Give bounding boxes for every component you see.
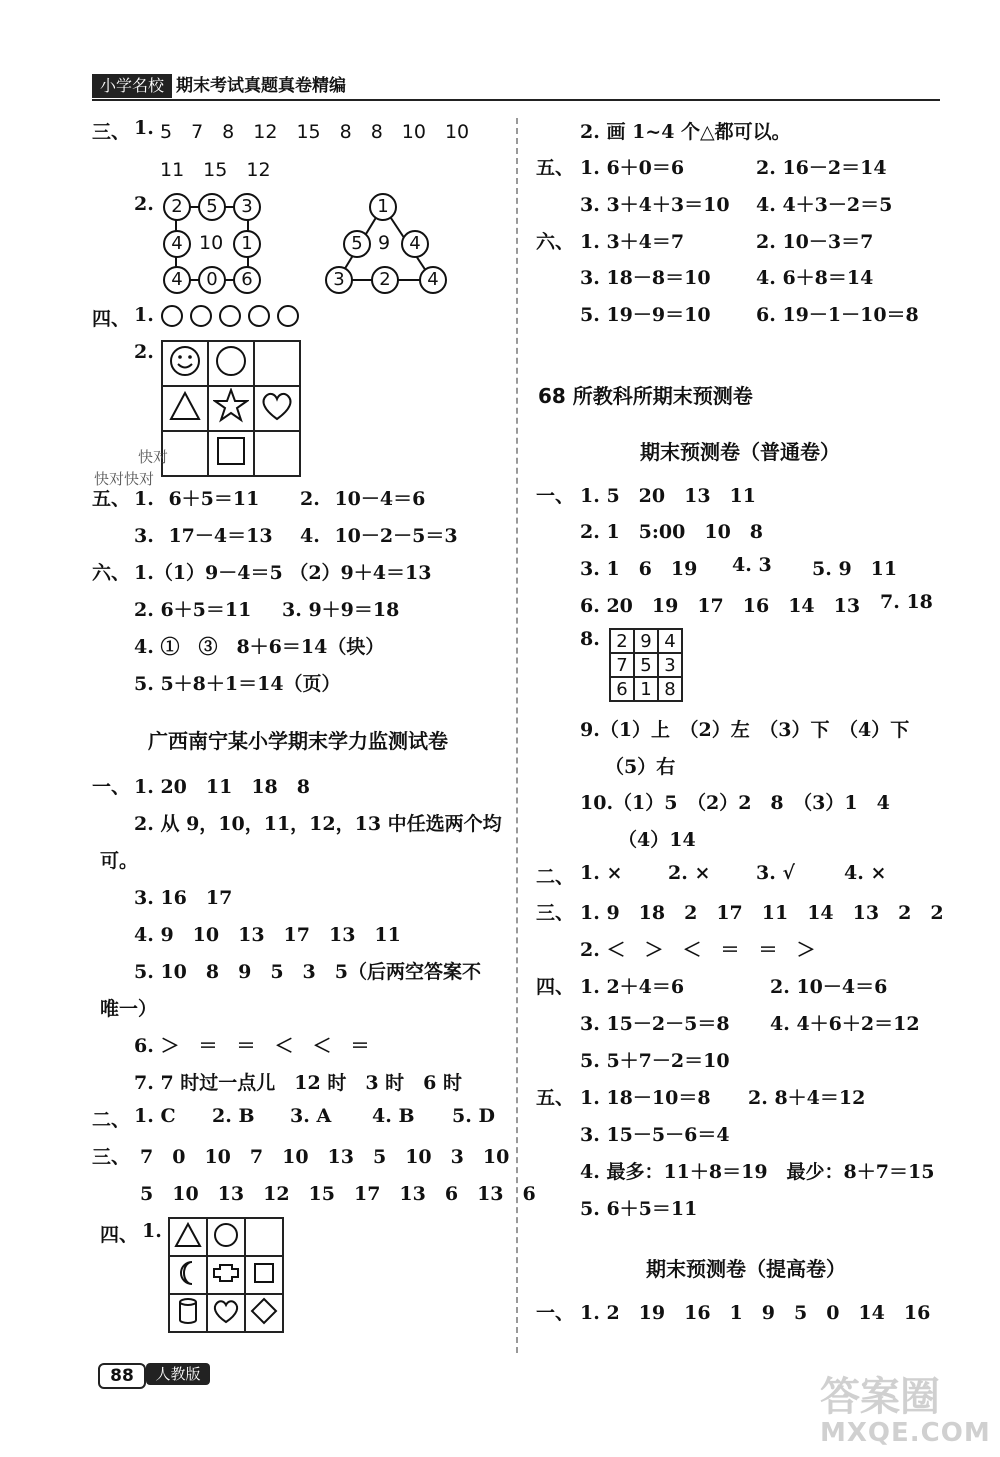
answer-line: 6. 20 19 17 16 14 13 (580, 595, 861, 617)
column-divider (516, 118, 518, 1353)
answer-line: 4. 6＋8＝14 (756, 267, 874, 289)
answer-line: 1. 9 18 2 17 11 14 13 2 2 (580, 902, 944, 924)
answer-line: 5 7 8 12 15 8 8 10 10 (160, 121, 470, 143)
answer-line: 5 10 13 12 15 17 13 6 13 6 (140, 1183, 536, 1205)
cross-icon (207, 1256, 245, 1294)
empty-cell (162, 431, 208, 476)
circle-number: 1 (233, 230, 261, 258)
smiley-icon (162, 341, 208, 386)
section-label: 四、 (536, 976, 575, 998)
answer-line: 10.（1）5 （2）2 8 （3）1 4 (580, 792, 890, 814)
circle-icon (190, 305, 212, 327)
grid-cell: 8 (658, 677, 682, 701)
answer-line: 5. 9 11 (812, 558, 898, 580)
grid-cell: 4 (658, 629, 682, 653)
square-icon (245, 1256, 283, 1294)
shape-grid (168, 1217, 284, 1333)
question-number: 1. (142, 1220, 162, 1242)
magic-square-grid (609, 628, 683, 702)
answer-line: 3. A (290, 1105, 332, 1127)
answer-line: 1. 3＋4＝7 (580, 231, 685, 253)
question-number: 1. (134, 117, 154, 139)
answer-line: 2. B (212, 1105, 255, 1127)
circle-icon (248, 305, 270, 327)
answer-line: 9.（1）上 （2）左 （3）下 （4）下 (580, 719, 910, 741)
answer-line: 5. D (452, 1105, 495, 1127)
circle-icon (161, 305, 183, 327)
empty-cell (254, 431, 300, 476)
diamond-icon (245, 1294, 283, 1332)
answer-line: 2. 16－2＝14 (756, 157, 887, 179)
section-label: 一、 (92, 776, 131, 798)
square-icon (208, 431, 254, 476)
answer-line: 唯一） (100, 998, 158, 1020)
answer-line: 可。 (100, 850, 139, 872)
answer-line: （4）14 (618, 829, 696, 851)
section-label: 五、 (92, 488, 131, 510)
section-label: 一、 (536, 1302, 575, 1324)
shape-grid (161, 340, 301, 477)
stamp-text: 快对快对 (94, 470, 155, 488)
section-label: 六、 (536, 231, 575, 253)
triangle-icon (162, 386, 208, 431)
answer-line: 3. 9＋9＝18 (282, 599, 400, 621)
circle-number: 5 (343, 230, 371, 258)
answer-line: 3. 17－4＝13 (134, 525, 273, 547)
page-number: 88 (98, 1363, 146, 1389)
grid-cell: 7 (610, 653, 634, 677)
grid-cell: 9 (634, 629, 658, 653)
answer-line: 1. 6＋5＝11 (134, 488, 260, 510)
circle-number: 4 (419, 266, 447, 294)
grid-cell: 2 (610, 629, 634, 653)
circle-number: 0 (198, 266, 226, 294)
answer-line: 1. C (134, 1105, 176, 1127)
grid-cell: 5 (634, 653, 658, 677)
question-number: 1. (134, 304, 154, 326)
header-title: 期末考试真题真卷精编 (176, 76, 346, 96)
answer-line: 2. 6＋5＝11 (134, 599, 252, 621)
answer-line: 1. 20 11 18 8 (134, 776, 310, 798)
heart-icon (254, 386, 300, 431)
circle-number: 2 (371, 266, 399, 294)
circle-number: 4 (163, 266, 191, 294)
answer-line: 3. 15－5－6＝4 (580, 1124, 730, 1146)
answer-line: 1. 5 20 13 11 (580, 485, 756, 507)
section-label: 三、 (92, 121, 131, 143)
circle-number: 5 (198, 193, 226, 221)
question-number: 8. (580, 628, 600, 650)
answer-line: 2. 10－3＝7 (756, 231, 874, 253)
center-number: 10 (199, 232, 224, 254)
heart-icon (207, 1294, 245, 1332)
grid-cell: 1 (634, 677, 658, 701)
answer-line: 5. 10 8 9 5 3 5（后两空答案不 (134, 961, 481, 983)
watermark-url: MXQE.COM (820, 1418, 991, 1448)
question-number: 2. (134, 193, 154, 215)
answer-line: 2. 10－4＝6 (770, 976, 888, 998)
answer-line: 5. 6＋5＝11 (580, 1198, 698, 1220)
circle-number: 2 (163, 193, 191, 221)
answer-line: 4. ① ③ 8＋6＝14（块） (134, 636, 385, 658)
answer-line: 3. 1 6 19 (580, 558, 698, 580)
circle-number: 1 (369, 193, 397, 221)
answer-line: 2. × (668, 862, 711, 884)
answer-line: 1.（1）9－4＝5 （2）9＋4＝13 (134, 562, 432, 584)
answer-line: 11 15 12 (160, 159, 271, 181)
answer-line: 6. 19－1－10＝8 (756, 304, 919, 326)
answer-line: 1. 2＋4＝6 (580, 976, 685, 998)
circle-number: 3 (325, 266, 353, 294)
answer-line: 5. 5＋8＋1＝14（页） (134, 673, 341, 695)
section-title: 68 所教科所期末预测卷 (538, 384, 753, 408)
circle-icon (219, 305, 241, 327)
circle-number: 3 (233, 193, 261, 221)
empty-cell (245, 1218, 283, 1256)
answer-line: 4. × (844, 862, 887, 884)
answer-line: 1. 6＋0＝6 (580, 157, 685, 179)
circle-number: 6 (233, 266, 261, 294)
header-rule (92, 99, 940, 101)
circle-icon (277, 305, 299, 327)
answer-line: 4. 10－2－5＝3 (300, 525, 458, 547)
section-subtitle: 期末预测卷（提高卷） (646, 1257, 846, 1281)
section-label: 三、 (92, 1146, 131, 1168)
answer-line: 7 0 10 7 10 13 5 10 3 10 (140, 1146, 510, 1168)
triangle-icon (169, 1218, 207, 1256)
section-title: 广西南宁某小学期末学力监测试卷 (148, 729, 448, 753)
answer-line: （5）右 (605, 756, 676, 778)
answer-line: 1. × (580, 862, 623, 884)
section-label: 二、 (92, 1109, 131, 1131)
section-label: 四、 (100, 1224, 139, 1246)
grid-cell: 3 (658, 653, 682, 677)
cylinder-icon (169, 1294, 207, 1332)
section-label: 三、 (536, 902, 575, 924)
answer-line: 4. 4＋6＋2＝12 (770, 1013, 920, 1035)
answer-line: 4. 9 10 13 17 13 11 (134, 924, 401, 946)
answer-line: 2. 从 9，10，11，12，13 中任选两个均 (134, 813, 502, 835)
answer-line: 6. ＞ ＝ ＝ ＜ ＜ ＝ (134, 1035, 370, 1057)
answer-line: 4. 3 (732, 554, 772, 576)
section-label: 四、 (92, 308, 131, 330)
answer-line: 3. 3＋4＋3＝10 (580, 194, 730, 216)
watermark (820, 1375, 991, 1447)
circle-number: 4 (163, 230, 191, 258)
answer-line: 3. 16 17 (134, 887, 233, 909)
answer-line: 2. 8＋4＝12 (748, 1087, 866, 1109)
answer-line: 1. 2 19 16 1 9 5 0 14 16 (580, 1302, 931, 1324)
answer-line: 4. B (372, 1105, 415, 1127)
section-subtitle: 期末预测卷（普通卷） (640, 440, 840, 464)
empty-cell (254, 341, 300, 386)
answer-line: 2. ＜ ＞ ＜ ＝ ＝ ＞ (580, 939, 816, 961)
answer-line: 4. 4＋3－2＝5 (756, 194, 893, 216)
section-label: 二、 (536, 866, 575, 888)
section-label: 一、 (536, 485, 575, 507)
section-label: 五、 (536, 157, 575, 179)
answer-line: 2. 1 5:00 10 8 (580, 521, 764, 543)
answer-line: 2. 画 1~4 个△都可以。 (580, 121, 791, 143)
answer-line: 3. 18－8＝10 (580, 267, 711, 289)
answer-line: 7. 18 (880, 591, 933, 613)
answer-line: 4. 最多：11＋8＝19 最少：8＋7＝15 (580, 1161, 935, 1183)
answer-line: 5. 19－9＝10 (580, 304, 711, 326)
answer-line: 2. 10－4＝6 (300, 488, 426, 510)
center-number: 9 (378, 232, 391, 254)
circle-icon (208, 341, 254, 386)
answer-line: 5. 5＋7－2＝10 (580, 1050, 730, 1072)
edition-badge: 人教版 (146, 1363, 210, 1385)
moon-icon (169, 1256, 207, 1294)
stamp-text: 快对 (138, 448, 169, 466)
answer-line: 3. 15－2－5＝8 (580, 1013, 730, 1035)
watermark-logo-text: 答案圈 (820, 1374, 940, 1420)
answer-line: 7. 7 时过一点儿 12 时 3 时 6 时 (134, 1072, 463, 1094)
circle-icon (207, 1218, 245, 1256)
star-icon (208, 386, 254, 431)
section-label: 五、 (536, 1087, 575, 1109)
grid-cell: 6 (610, 677, 634, 701)
section-label: 六、 (92, 562, 131, 584)
header-brand: 小学名校 (92, 74, 172, 98)
answer-line: 1. 18－10＝8 (580, 1087, 711, 1109)
circle-number: 4 (401, 230, 429, 258)
answer-line: 3. √ (756, 862, 795, 884)
question-number: 2. (134, 341, 154, 363)
